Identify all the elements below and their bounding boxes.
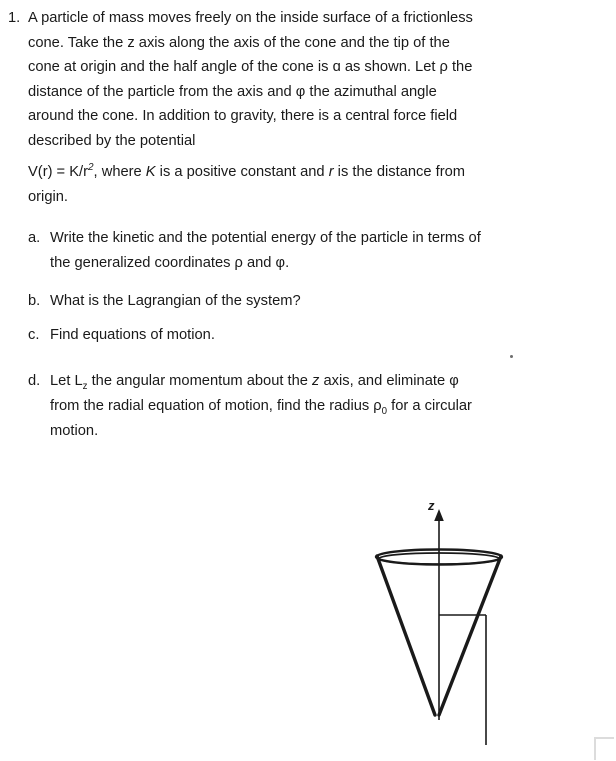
- spacer-a-b: [28, 276, 608, 289]
- variable-description: is the distance from: [333, 164, 466, 180]
- subitem-a-line-2: the generalized coordinates ρ and φ.: [50, 255, 290, 271]
- subitem-d-text-a: the angular momentum about the: [87, 373, 313, 389]
- subitem-d-marker: d.: [28, 373, 41, 389]
- subitem-c-line-1: Find equations of motion.: [50, 327, 215, 343]
- potential-formula-exponent: 2: [87, 162, 94, 174]
- subitem-d-line-2: [50, 394, 608, 419]
- subitem-d-line-3: motion.: [50, 423, 99, 439]
- intro-line-6: described by the potential: [28, 132, 196, 149]
- subitem-b-text: [50, 289, 608, 314]
- potential-formula-line: [28, 160, 608, 185]
- spacer-c-d: [28, 348, 608, 369]
- z-axis-label: z: [428, 498, 435, 513]
- subitem-c-marker: c.: [28, 327, 40, 343]
- cone-left-side: [377, 556, 435, 715]
- subitem-d-text-c: from the radial equation of motion, find the radius ρ: [50, 398, 382, 414]
- intro-line-2: cone. Take the z axis along the axis of the cone and the tip of the: [28, 34, 450, 51]
- subitem-a: [28, 226, 608, 276]
- potential-formula-prefix: V(r) = K/r: [28, 164, 88, 180]
- constant-symbol-K: K: [145, 164, 156, 180]
- intro-line-5: around the cone. In addition to gravity, there is a central force field: [28, 108, 458, 125]
- question-1: [8, 6, 608, 154]
- potential-formula-suffix: , where: [93, 164, 146, 180]
- subitem-b-marker: b.: [28, 293, 41, 309]
- angular-momentum-subscript: z: [82, 380, 88, 392]
- subitem-list: [28, 226, 608, 444]
- z-axis-symbol: z: [312, 373, 320, 389]
- potential-second-line: origin.: [28, 188, 69, 205]
- intro-line-4: distance of the particle from the axis and φ the azimuthal angle: [28, 83, 437, 100]
- subitem-a-line-1: Write the kinetic and the potential energy of the particle in terms of: [50, 230, 481, 246]
- intro-line-3: cone at origin and the half angle of the cone is ɑ as shown. Let ρ the: [28, 59, 473, 76]
- cone-right-side: [439, 556, 501, 715]
- question-row: [8, 6, 608, 154]
- z-axis-arrowhead: [434, 509, 444, 521]
- subitem-d-text-b: axis, and eliminate φ: [319, 373, 459, 389]
- subitem-a-marker: a.: [28, 230, 41, 246]
- phi-derivative-dot: [510, 355, 513, 358]
- cone-figure: [360, 495, 616, 761]
- subitem-c-text: [50, 323, 608, 348]
- question-number: 1.: [8, 10, 21, 26]
- subitem-d-line-1: [50, 369, 608, 394]
- potential-paragraph: [28, 160, 608, 209]
- spacer-b-c: [28, 314, 608, 323]
- subitem-a-text: [50, 226, 608, 276]
- radius-subscript: 0: [381, 405, 388, 417]
- question-text: [28, 6, 608, 154]
- constant-description: is a positive constant and: [155, 164, 329, 180]
- subitem-b-line-1: What is the Lagrangian of the system?: [50, 293, 301, 309]
- variable-symbol-r: r: [328, 164, 334, 180]
- subitem-d-text-d: for a circular: [387, 398, 472, 414]
- angular-momentum-label: Let L: [50, 373, 83, 389]
- subitem-d: [28, 369, 608, 444]
- subitem-b: [28, 289, 608, 314]
- subitem-c: [28, 323, 608, 348]
- subitem-d-text: [50, 369, 608, 444]
- scan-corner-mark: [594, 737, 614, 760]
- intro-line-1: A particle of mass moves freely on the inside surface of a frictionless: [28, 10, 473, 26]
